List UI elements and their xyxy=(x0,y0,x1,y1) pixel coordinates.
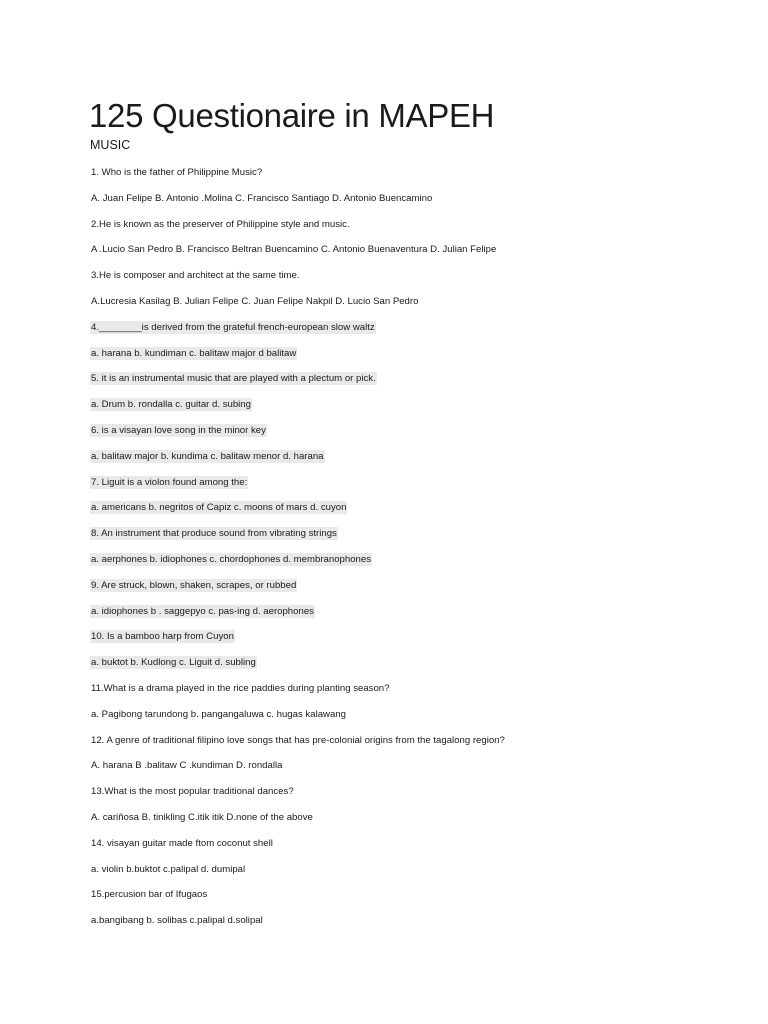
section-heading-music: MUSIC xyxy=(90,138,131,152)
answer-choices-line xyxy=(90,450,750,476)
answer-choices-line xyxy=(90,347,750,373)
question-line xyxy=(90,372,750,398)
line-text: a. balitaw major b. kundima c. balitaw menor d. harana xyxy=(91,450,324,462)
line-text: 2.He is known as the preserver of Philippine style and music. xyxy=(91,218,350,230)
answer-choices-line xyxy=(90,708,750,734)
answer-choices-line xyxy=(90,656,750,682)
question-line xyxy=(90,888,750,914)
question-line xyxy=(90,166,750,192)
answer-choices-line xyxy=(90,501,750,527)
answer-choices-line xyxy=(90,398,750,424)
line-text: 1. Who is the father of Philippine Music? xyxy=(91,167,263,178)
line-text: a. buktot b. Kudlong c. Liguit d. subling xyxy=(91,657,256,669)
line-text: 8. An instrument that produce sound from vibrating strings xyxy=(91,528,337,540)
line-text: 3.He is composer and architect at the same time. xyxy=(91,270,300,282)
question-line xyxy=(90,269,750,295)
line-text: A .Lucio San Pedro B. Francisco Beltran Buencamino C. Antonio Buenaventura D. Julian Felipe xyxy=(91,244,497,256)
answer-choices-line xyxy=(90,914,750,940)
line-text: 11.What is a drama played in the rice paddies during planting season? xyxy=(91,682,390,694)
line-text: 10. Is a bamboo harp from Cuyon xyxy=(91,631,234,643)
line-text: 12. A genre of traditional filipino love songs that has pre-colonial origins from the tagalong region? xyxy=(91,734,505,746)
line-text: a. idiophones b . saggepyo c. pas-ing d. aerophones xyxy=(91,605,314,617)
answer-choices-line xyxy=(90,811,750,837)
question-line xyxy=(90,218,750,244)
document-title: 125 Questionaire in MAPEH xyxy=(89,97,495,134)
line-text: A.Lucresia Kasilag B. Julian Felipe C. Juan Felipe Nakpil D. Lucio San Pedro xyxy=(91,295,419,307)
line-text: A. cariñosa B. tinikling C.itik itik D.none of the above xyxy=(91,811,313,823)
line-text: 14. visayan guitar made ftom coconut shell xyxy=(91,837,273,849)
answer-choices-line xyxy=(90,553,750,579)
line-text: a. violin b.buktot c.palipal d. dumipal xyxy=(91,863,246,875)
answer-choices-line xyxy=(90,863,750,889)
question-line xyxy=(90,476,750,502)
line-text: 9. Are struck, blown, shaken, scrapes, or rubbed xyxy=(91,579,297,591)
question-line xyxy=(90,837,750,863)
question-line xyxy=(90,682,750,708)
answer-choices-line xyxy=(90,605,750,631)
line-text: a. Drum b. rondalla c. guitar d. subing xyxy=(91,399,251,411)
line-text: 13.What is the most popular traditional dances? xyxy=(91,786,294,798)
line-text: 6. is a visayan love song in the minor key xyxy=(91,424,266,436)
line-text: 4.________is derived from the grateful french-european slow waltz xyxy=(91,321,375,333)
question-line xyxy=(90,785,750,811)
line-text: a.bangibang b. solibas c.palipal d.solipal xyxy=(91,915,263,927)
question-line xyxy=(90,424,750,450)
answer-choices-line xyxy=(90,192,750,218)
answer-choices-line xyxy=(90,243,750,269)
line-text: a. aerphones b. idiophones c. chordophones d. membranophones xyxy=(91,553,372,565)
answer-choices-line xyxy=(90,759,750,785)
question-line xyxy=(90,734,750,760)
line-text: a. Pagibong tarundong b. pangangaluwa c. hugas kalawang xyxy=(91,708,346,720)
question-line xyxy=(90,579,750,605)
line-text: 5. it is an instrumental music that are played with a plectum or pick. xyxy=(91,373,376,385)
question-line xyxy=(90,321,750,347)
line-text: 15.percusion bar of Ifugaos xyxy=(91,889,208,901)
line-text: A. harana B .balitaw C .kundiman D. rondalla xyxy=(91,760,283,772)
question-line xyxy=(90,630,750,656)
question-line xyxy=(90,527,750,553)
line-text: 7. Liguit is a violon found among the: xyxy=(91,476,248,488)
question-list xyxy=(90,166,750,940)
line-text: a. americans b. negritos of Capiz c. moons of mars d. cuyon xyxy=(91,502,347,514)
line-text: A. Juan Felipe B. Antonio .Molina C. Francisco Santiago D. Antonio Buencamino xyxy=(91,192,433,204)
line-text: a. harana b. kundiman c. balitaw major d balitaw xyxy=(91,347,297,359)
answer-choices-line xyxy=(90,295,750,321)
